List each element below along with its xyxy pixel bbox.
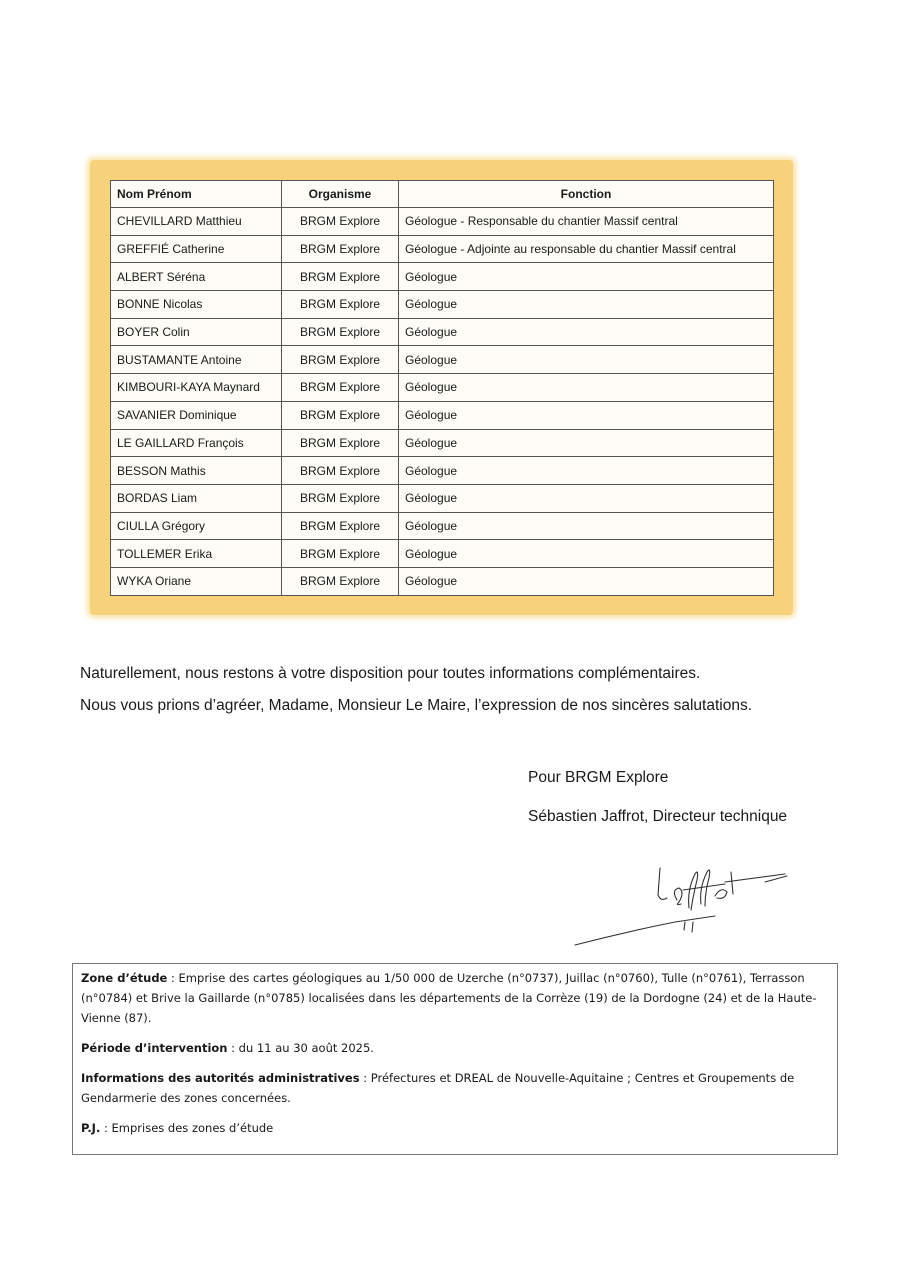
cell-organisme: BRGM Explore xyxy=(282,457,399,485)
cell-organisme: BRGM Explore xyxy=(282,429,399,457)
cell-organisme: BRGM Explore xyxy=(282,235,399,263)
cell-nom-prenom: LE GAILLARD François xyxy=(111,429,282,457)
autorites-text: : Préfectures et DREAL de Nouvelle-Aquitaine ; Centres et Groupements de Gendarmerie des zones concernées. xyxy=(81,1071,795,1105)
table-row xyxy=(111,540,774,568)
cell-nom-prenom: CIULLA Grégory xyxy=(111,512,282,540)
signature-organisation: Pour BRGM Explore xyxy=(528,769,669,786)
cell-organisme: BRGM Explore xyxy=(282,401,399,429)
table-row xyxy=(111,235,774,263)
zone-etude xyxy=(81,968,829,1028)
cell-organisme: BRGM Explore xyxy=(282,374,399,402)
staff-table xyxy=(110,180,774,596)
table-row xyxy=(111,291,774,319)
cell-fonction: Géologue - Responsable du chantier Massif central xyxy=(399,208,774,236)
cell-nom-prenom: WYKA Oriane xyxy=(111,567,282,595)
cell-organisme: BRGM Explore xyxy=(282,512,399,540)
cell-nom-prenom: BOYER Colin xyxy=(111,318,282,346)
cell-nom-prenom: BORDAS Liam xyxy=(111,484,282,512)
cell-fonction: Géologue xyxy=(399,429,774,457)
autorites-administratives xyxy=(81,1068,829,1108)
table-row xyxy=(111,429,774,457)
cell-fonction: Géologue xyxy=(399,291,774,319)
cell-fonction: Géologue xyxy=(399,401,774,429)
zone-etude-text: : Emprise des cartes géologiques au 1/50 000 de Uzerche (n°0737), Juillac (n°0760), Tulle (n°0761), Terrasson (n°0784) et Brive la Gaillarde (n°0785) localisées dans les départements de la Corrèze (19) de la Dordogne (24) et de la Haute-Vienne (87). xyxy=(81,971,817,1025)
pj-text: : Emprises des zones d’étude xyxy=(100,1121,274,1135)
header-organisme: Organisme xyxy=(282,181,399,208)
staff-table-body xyxy=(111,208,774,596)
cell-fonction: Géologue xyxy=(399,374,774,402)
pieces-jointes xyxy=(81,1118,829,1138)
handwritten-signature xyxy=(565,860,795,955)
autorites-label: Informations des autorités administratives xyxy=(81,1071,360,1085)
cell-nom-prenom: CHEVILLARD Matthieu xyxy=(111,208,282,236)
cell-nom-prenom: ALBERT Séréna xyxy=(111,263,282,291)
periode-intervention xyxy=(81,1038,829,1058)
periode-label: Période d’intervention xyxy=(81,1041,228,1055)
cell-nom-prenom: BONNE Nicolas xyxy=(111,291,282,319)
cell-fonction: Géologue - Adjointe au responsable du chantier Massif central xyxy=(399,235,774,263)
table-row xyxy=(111,263,774,291)
pj-label: P.J. xyxy=(81,1121,101,1135)
cell-organisme: BRGM Explore xyxy=(282,208,399,236)
table-row xyxy=(111,374,774,402)
cell-organisme: BRGM Explore xyxy=(282,291,399,319)
cell-fonction: Géologue xyxy=(399,540,774,568)
cell-organisme: BRGM Explore xyxy=(282,263,399,291)
periode-text: : du 11 au 30 août 2025. xyxy=(227,1041,374,1055)
cell-fonction: Géologue xyxy=(399,346,774,374)
table-row xyxy=(111,457,774,485)
table-row xyxy=(111,346,774,374)
cell-nom-prenom: SAVANIER Dominique xyxy=(111,401,282,429)
cell-fonction: Géologue xyxy=(399,567,774,595)
cell-fonction: Géologue xyxy=(399,484,774,512)
cell-organisme: BRGM Explore xyxy=(282,318,399,346)
table-row xyxy=(111,401,774,429)
cell-organisme: BRGM Explore xyxy=(282,540,399,568)
table-header-row xyxy=(111,181,774,208)
header-nom-prenom: Nom Prénom xyxy=(111,181,282,208)
cell-fonction: Géologue xyxy=(399,318,774,346)
cell-nom-prenom: GREFFIÉ Catherine xyxy=(111,235,282,263)
table-row xyxy=(111,567,774,595)
zone-etude-label: Zone d’étude xyxy=(81,971,168,985)
info-box xyxy=(72,963,838,1155)
cell-fonction: Géologue xyxy=(399,457,774,485)
cell-nom-prenom: KIMBOURI-KAYA Maynard xyxy=(111,374,282,402)
header-fonction: Fonction xyxy=(399,181,774,208)
cell-fonction: Géologue xyxy=(399,263,774,291)
closing-paragraph-salutations: Nous vous prions d’agréer, Madame, Monsieur Le Maire, l’expression de nos sincères salutations. xyxy=(80,697,753,714)
cell-nom-prenom: BESSON Mathis xyxy=(111,457,282,485)
cell-organisme: BRGM Explore xyxy=(282,484,399,512)
table-row xyxy=(111,208,774,236)
cell-fonction: Géologue xyxy=(399,512,774,540)
table-row xyxy=(111,484,774,512)
cell-nom-prenom: BUSTAMANTE Antoine xyxy=(111,346,282,374)
closing-paragraph-availability: Naturellement, nous restons à votre disposition pour toutes informations complémentaires. xyxy=(80,665,701,682)
cell-organisme: BRGM Explore xyxy=(282,346,399,374)
table-row xyxy=(111,512,774,540)
cell-organisme: BRGM Explore xyxy=(282,567,399,595)
cell-nom-prenom: TOLLEMER Erika xyxy=(111,540,282,568)
signatory-name-title: Sébastien Jaffrot, Directeur technique xyxy=(528,808,788,825)
table-row xyxy=(111,318,774,346)
